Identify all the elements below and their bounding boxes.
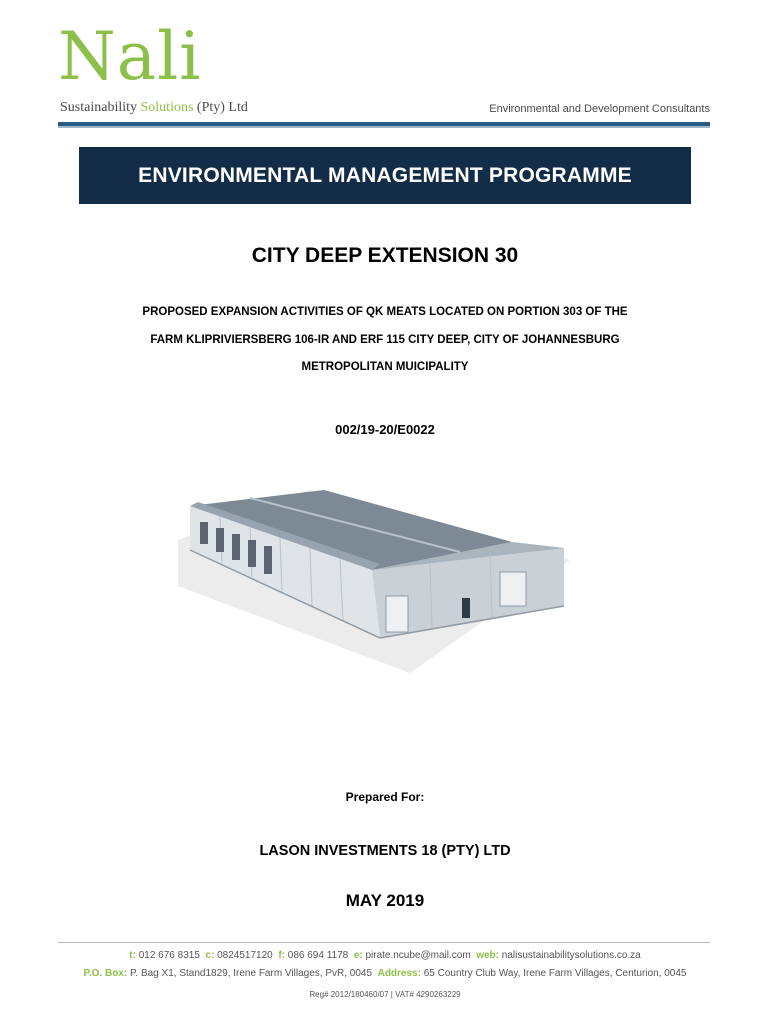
company-tagline bbox=[60, 100, 248, 116]
web-value: nalisustainabilitysolutions.co.za bbox=[501, 950, 641, 961]
address-value: 65 Country Club Way, Irene Farm Villages, Centurion, 0045 bbox=[423, 968, 687, 979]
subtitle-line-1: PROPOSED EXPANSION ACTIVITIES OF QK MEATS LOCATED ON PORTION 303 OF THE bbox=[142, 306, 628, 318]
warehouse-illustration bbox=[160, 468, 600, 680]
email-label: e: bbox=[353, 950, 363, 961]
consultants-caption: Environmental and Development Consultants bbox=[489, 103, 710, 115]
document-banner: ENVIRONMENTAL MANAGEMENT PROGRAMME bbox=[79, 147, 691, 204]
document-date: MAY 2019 bbox=[345, 891, 425, 910]
tagline-part-1: Sustainability bbox=[60, 100, 141, 115]
phone-label: t: bbox=[129, 950, 136, 961]
subtitle-line-2: FARM KLIPRIVIERSBERG 106-IR AND ERF 115 CITY DEEP, CITY OF JOHANNESBURG bbox=[150, 334, 620, 346]
fax-value: 086 694 1178 bbox=[287, 950, 349, 961]
footer-contact-line bbox=[0, 950, 770, 961]
web-label: web: bbox=[476, 950, 499, 961]
prepared-for-label: Prepared For: bbox=[345, 790, 425, 804]
tagline-part-2: Solutions bbox=[140, 100, 194, 115]
address-label: Address: bbox=[377, 968, 421, 979]
client-name: LASON INVESTMENTS 18 (PTY) LTD bbox=[259, 843, 511, 859]
subtitle-line-3: METROPOLITAN MUICIPALITY bbox=[301, 361, 469, 373]
reference-number: 002/19-20/E0022 bbox=[335, 422, 435, 437]
pobox-value: P. Bag X1, Stand1829, Irene Farm Villages, PvR, 0045 bbox=[130, 968, 373, 979]
phone-value: 012 676 8315 bbox=[138, 950, 200, 961]
tagline-part-3: (Pty) Ltd bbox=[193, 100, 248, 115]
fax-label: f: bbox=[278, 950, 285, 961]
company-logo: Nali bbox=[58, 18, 202, 95]
email-value: pirate.ncube@mail.com bbox=[365, 950, 471, 961]
cell-label: c: bbox=[205, 950, 215, 961]
footer-registration: Reg# 2012/180460/07 | VAT# 4290263229 bbox=[309, 990, 461, 999]
footer-address-line bbox=[0, 968, 770, 979]
pobox-label: P.O. Box: bbox=[83, 968, 128, 979]
document-title: CITY DEEP EXTENSION 30 bbox=[251, 244, 519, 267]
footer-rule bbox=[58, 942, 710, 943]
cell-value: 0824517120 bbox=[217, 950, 273, 961]
header-rule-light bbox=[58, 126, 710, 128]
